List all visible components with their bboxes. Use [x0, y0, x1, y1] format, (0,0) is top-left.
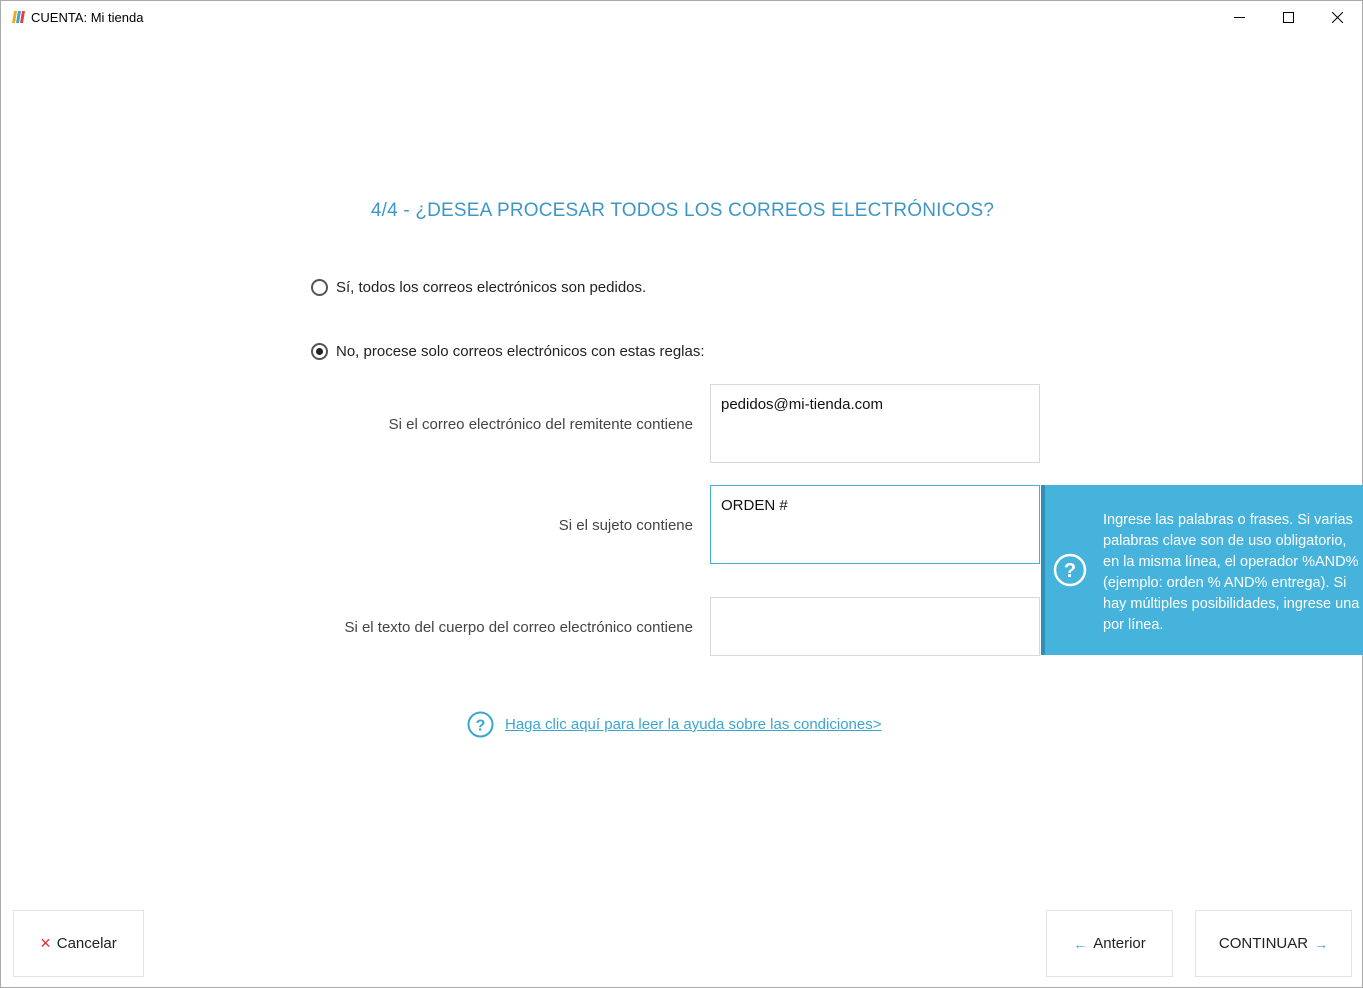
help-link-row[interactable]: [467, 711, 881, 738]
question-circle-icon: [1053, 553, 1087, 587]
cancel-x-icon: ×: [40, 933, 51, 953]
help-tooltip: [1041, 485, 1363, 655]
continue-button-label: CONTINUAR: [1218, 935, 1309, 952]
subject-label: Si el sujeto contiene: [558, 517, 693, 534]
radio-rules-only[interactable]: [311, 343, 705, 360]
sender-input[interactable]: [710, 384, 1040, 463]
help-question-icon[interactable]: [467, 711, 494, 738]
sender-label: Si el correo electrónico del remitente contiene: [388, 416, 693, 433]
maximize-icon: [1283, 12, 1294, 23]
previous-button-label: Anterior: [1093, 935, 1146, 952]
help-conditions-link[interactable]: Haga clic aquí para leer la ayuda sobre las condiciones>: [505, 716, 882, 733]
title-bar[interactable]: [1, 1, 1362, 34]
maximize-button[interactable]: [1264, 1, 1312, 34]
page-title: 4/4 - ¿DESEA PROCESAR TODOS LOS CORREOS ELECTRÓNICOS?: [370, 200, 995, 221]
radio-rules-only-label: No, procese solo correos electrónicos con estas reglas:: [336, 343, 705, 360]
cancel-button[interactable]: [13, 910, 144, 977]
continue-button[interactable]: [1195, 910, 1352, 977]
minimize-button[interactable]: [1215, 1, 1263, 34]
radio-rules-only-circle[interactable]: [311, 343, 328, 360]
arrow-right-icon: →: [1314, 935, 1329, 952]
close-button[interactable]: [1313, 1, 1361, 34]
window-title: CUENTA: Mi tienda: [31, 10, 144, 25]
app-logo-icon: [11, 10, 25, 24]
subject-input[interactable]: [710, 485, 1040, 564]
radio-all-emails-circle[interactable]: [311, 279, 328, 296]
svg-text:?: ?: [475, 717, 486, 735]
arrow-left-icon: ←: [1073, 935, 1088, 952]
svg-text:?: ?: [1063, 560, 1077, 582]
radio-all-emails-label: Sí, todos los correos electrónicos son pedidos.: [336, 279, 647, 296]
body-label: Si el texto del cuerpo del correo electrónico contiene: [344, 619, 693, 636]
help-tooltip-text: Ingrese las palabras o frases. Si varias palabras clave son de uso obligatorio, en la misma línea, el operador %AND% (ejemplo: orden % AND% entrega). Si hay múltiples posibilidades, ingrese una por línea.: [1103, 512, 1360, 633]
close-icon: [1332, 12, 1343, 23]
cancel-button-label: Cancelar: [56, 935, 117, 952]
radio-all-emails[interactable]: [311, 279, 646, 296]
body-input[interactable]: [710, 597, 1040, 656]
minimize-icon: [1234, 12, 1245, 23]
previous-button[interactable]: [1046, 910, 1173, 977]
